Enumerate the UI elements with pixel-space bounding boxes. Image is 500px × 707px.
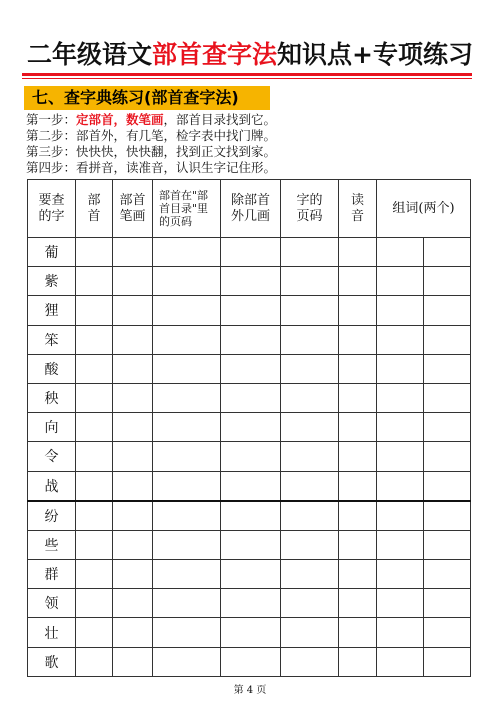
- answer-cell[interactable]: [76, 354, 113, 383]
- header-radical: 部 首: [76, 180, 113, 238]
- answer-cell[interactable]: [153, 238, 221, 267]
- answer-cell[interactable]: [377, 471, 424, 501]
- answer-cell[interactable]: [339, 501, 377, 531]
- answer-cell[interactable]: [281, 238, 339, 267]
- answer-cell[interactable]: [113, 413, 153, 442]
- step-3-text: 快快快，快快翻，找到正文找到家。: [76, 144, 277, 159]
- answer-cell[interactable]: [281, 589, 339, 618]
- lookup-char: 纷: [28, 501, 76, 531]
- table-row: [28, 325, 471, 354]
- lookup-char: 歌: [28, 647, 76, 676]
- lookup-char: 狸: [28, 296, 76, 325]
- header-remaining-strokes: 除部首 外几画: [221, 180, 281, 238]
- answer-cell[interactable]: [377, 296, 424, 325]
- answer-cell[interactable]: [377, 325, 424, 354]
- answer-cell[interactable]: [339, 354, 377, 383]
- table-row: [28, 267, 471, 296]
- answer-cell[interactable]: [153, 618, 221, 647]
- answer-cell[interactable]: [281, 354, 339, 383]
- answer-cell[interactable]: [113, 325, 153, 354]
- answer-cell[interactable]: [113, 530, 153, 559]
- step-2: [26, 128, 486, 144]
- page-title: [0, 40, 500, 70]
- answer-cell[interactable]: [377, 589, 424, 618]
- answer-cell[interactable]: [281, 325, 339, 354]
- answer-cell[interactable]: [221, 383, 281, 412]
- answer-cell[interactable]: [377, 560, 424, 589]
- answer-cell[interactable]: [424, 471, 471, 501]
- answer-cell[interactable]: [424, 589, 471, 618]
- answer-cell[interactable]: [281, 647, 339, 676]
- answer-cell[interactable]: [221, 442, 281, 471]
- answer-cell[interactable]: [76, 618, 113, 647]
- answer-cell[interactable]: [221, 413, 281, 442]
- answer-cell[interactable]: [424, 383, 471, 412]
- answer-cell[interactable]: [153, 501, 221, 531]
- title-part-3: 知识点+专项练习: [277, 40, 473, 69]
- answer-cell[interactable]: [339, 442, 377, 471]
- answer-cell[interactable]: [377, 238, 424, 267]
- answer-cell[interactable]: [377, 618, 424, 647]
- lookup-char: 秧: [28, 383, 76, 412]
- section-heading: 七、查字典练习(部首查字法): [24, 86, 270, 110]
- answer-cell[interactable]: [339, 589, 377, 618]
- answer-cell[interactable]: [377, 442, 424, 471]
- header-char-page: 字的 页码: [281, 180, 339, 238]
- answer-cell[interactable]: [377, 530, 424, 559]
- table-row: [28, 413, 471, 442]
- title-part-2: 部首查字法: [152, 40, 278, 69]
- answer-cell[interactable]: [221, 354, 281, 383]
- answer-cell[interactable]: [113, 383, 153, 412]
- step-2-text: 部首外，有几笔，检字表中找门牌。: [76, 128, 277, 143]
- table-row: [28, 354, 471, 383]
- answer-cell[interactable]: [339, 530, 377, 559]
- answer-cell[interactable]: [339, 383, 377, 412]
- answer-cell[interactable]: [377, 413, 424, 442]
- lookup-char: 酸: [28, 354, 76, 383]
- lookup-char: 领: [28, 589, 76, 618]
- table-row: [28, 618, 471, 647]
- steps-list: [26, 112, 486, 176]
- step-4: [26, 160, 486, 176]
- answer-cell[interactable]: [76, 325, 113, 354]
- step-1-prefix: 第一步：: [26, 112, 77, 127]
- header-radical-strokes: 部首 笔画: [113, 180, 153, 238]
- answer-cell[interactable]: [377, 501, 424, 531]
- answer-cell[interactable]: [113, 471, 153, 501]
- answer-cell[interactable]: [221, 647, 281, 676]
- answer-cell[interactable]: [339, 325, 377, 354]
- table-row: [28, 530, 471, 559]
- answer-cell[interactable]: [281, 471, 339, 501]
- answer-cell[interactable]: [424, 296, 471, 325]
- answer-cell[interactable]: [113, 501, 153, 531]
- answer-cell[interactable]: [377, 383, 424, 412]
- answer-cell[interactable]: [424, 238, 471, 267]
- table-row: [28, 383, 471, 412]
- answer-cell[interactable]: [153, 647, 221, 676]
- header-char: 要查 的字: [28, 180, 76, 238]
- step-1-text: ，部首目录找到它。: [163, 112, 277, 127]
- step-1-highlight: 定部首，数笔画: [76, 112, 164, 127]
- answer-cell[interactable]: [281, 530, 339, 559]
- table-row: [28, 296, 471, 325]
- answer-cell[interactable]: [113, 442, 153, 471]
- answer-cell[interactable]: [339, 647, 377, 676]
- answer-cell[interactable]: [221, 267, 281, 296]
- answer-cell[interactable]: [281, 383, 339, 412]
- answer-cell[interactable]: [281, 560, 339, 589]
- answer-cell[interactable]: [221, 560, 281, 589]
- answer-cell[interactable]: [221, 325, 281, 354]
- answer-cell[interactable]: [281, 501, 339, 531]
- answer-cell[interactable]: [76, 442, 113, 471]
- answer-cell[interactable]: [76, 238, 113, 267]
- answer-cell[interactable]: [221, 618, 281, 647]
- answer-cell[interactable]: [153, 560, 221, 589]
- table-row: [28, 442, 471, 471]
- answer-cell[interactable]: [424, 325, 471, 354]
- answer-cell[interactable]: [76, 413, 113, 442]
- answer-cell[interactable]: [153, 589, 221, 618]
- answer-cell[interactable]: [113, 238, 153, 267]
- answer-cell[interactable]: [221, 238, 281, 267]
- answer-cell[interactable]: [424, 413, 471, 442]
- answer-cell[interactable]: [76, 296, 113, 325]
- table-row: [28, 238, 471, 267]
- answer-cell[interactable]: [339, 560, 377, 589]
- answer-cell[interactable]: [76, 530, 113, 559]
- answer-cell[interactable]: [76, 267, 113, 296]
- answer-cell[interactable]: [221, 501, 281, 531]
- answer-cell[interactable]: [339, 618, 377, 647]
- table-row: [28, 471, 471, 501]
- answer-cell[interactable]: [76, 383, 113, 412]
- answer-cell[interactable]: [153, 354, 221, 383]
- answer-cell[interactable]: [153, 296, 221, 325]
- answer-cell[interactable]: [113, 647, 153, 676]
- answer-cell[interactable]: [113, 354, 153, 383]
- title-part-1: 二年级语文: [27, 40, 153, 69]
- answer-cell[interactable]: [424, 618, 471, 647]
- answer-cell[interactable]: [221, 589, 281, 618]
- step-4-text: 看拼音，读准音，认识生字记住形。: [76, 160, 277, 175]
- page-number: 第 4 页: [233, 685, 267, 696]
- table-body: [28, 238, 471, 677]
- table-row: [28, 501, 471, 531]
- answer-cell[interactable]: [113, 267, 153, 296]
- answer-cell[interactable]: [76, 501, 113, 531]
- answer-cell[interactable]: [113, 560, 153, 589]
- table-row: [28, 647, 471, 676]
- title-underline-thick: [22, 73, 472, 76]
- header-word-groups: 组词(两个): [377, 180, 471, 238]
- lookup-char: 葡: [28, 238, 76, 267]
- title-underline-thin: [22, 78, 472, 79]
- answer-cell[interactable]: [221, 296, 281, 325]
- answer-cell[interactable]: [113, 589, 153, 618]
- answer-cell[interactable]: [424, 530, 471, 559]
- answer-cell[interactable]: [153, 325, 221, 354]
- lookup-char: 群: [28, 560, 76, 589]
- answer-cell[interactable]: [339, 238, 377, 267]
- answer-cell[interactable]: [221, 471, 281, 501]
- answer-cell[interactable]: [221, 530, 281, 559]
- answer-cell[interactable]: [377, 354, 424, 383]
- lookup-char: 向: [28, 413, 76, 442]
- step-4-prefix: 第四步：: [26, 160, 77, 175]
- lookup-char: 紫: [28, 267, 76, 296]
- answer-cell[interactable]: [153, 267, 221, 296]
- lookup-char: 笨: [28, 325, 76, 354]
- answer-cell[interactable]: [424, 560, 471, 589]
- step-2-prefix: 第二步：: [26, 128, 77, 143]
- answer-cell[interactable]: [339, 267, 377, 296]
- answer-cell[interactable]: [424, 267, 471, 296]
- table-header-row: [28, 180, 471, 238]
- lookup-char: 些: [28, 530, 76, 559]
- answer-cell[interactable]: [281, 267, 339, 296]
- lookup-char: 令: [28, 442, 76, 471]
- step-1: [26, 112, 486, 128]
- answer-cell[interactable]: [153, 530, 221, 559]
- step-3-prefix: 第三步：: [26, 144, 77, 159]
- answer-cell[interactable]: [153, 442, 221, 471]
- answer-cell[interactable]: [281, 618, 339, 647]
- answer-cell[interactable]: [76, 589, 113, 618]
- table-row: [28, 589, 471, 618]
- answer-cell[interactable]: [153, 383, 221, 412]
- answer-cell[interactable]: [113, 296, 153, 325]
- answer-cell[interactable]: [76, 647, 113, 676]
- step-3: [26, 144, 486, 160]
- answer-cell[interactable]: [339, 296, 377, 325]
- answer-cell[interactable]: [339, 413, 377, 442]
- answer-cell[interactable]: [281, 442, 339, 471]
- answer-cell[interactable]: [281, 413, 339, 442]
- answer-cell[interactable]: [113, 618, 153, 647]
- answer-cell[interactable]: [339, 471, 377, 501]
- lookup-char: 壮: [28, 618, 76, 647]
- answer-cell[interactable]: [281, 296, 339, 325]
- answer-cell[interactable]: [424, 647, 471, 676]
- practice-table: [27, 179, 471, 677]
- answer-cell[interactable]: [153, 413, 221, 442]
- answer-cell[interactable]: [76, 471, 113, 501]
- answer-cell[interactable]: [76, 560, 113, 589]
- answer-cell[interactable]: [153, 471, 221, 501]
- lookup-char: 战: [28, 471, 76, 501]
- header-pronunciation: 读 音: [339, 180, 377, 238]
- answer-cell[interactable]: [424, 442, 471, 471]
- answer-cell[interactable]: [377, 647, 424, 676]
- answer-cell[interactable]: [424, 501, 471, 531]
- answer-cell[interactable]: [424, 354, 471, 383]
- answer-cell[interactable]: [377, 267, 424, 296]
- table-row: [28, 560, 471, 589]
- header-index-page: 部首在"部 首目录"里 的页码: [153, 180, 221, 238]
